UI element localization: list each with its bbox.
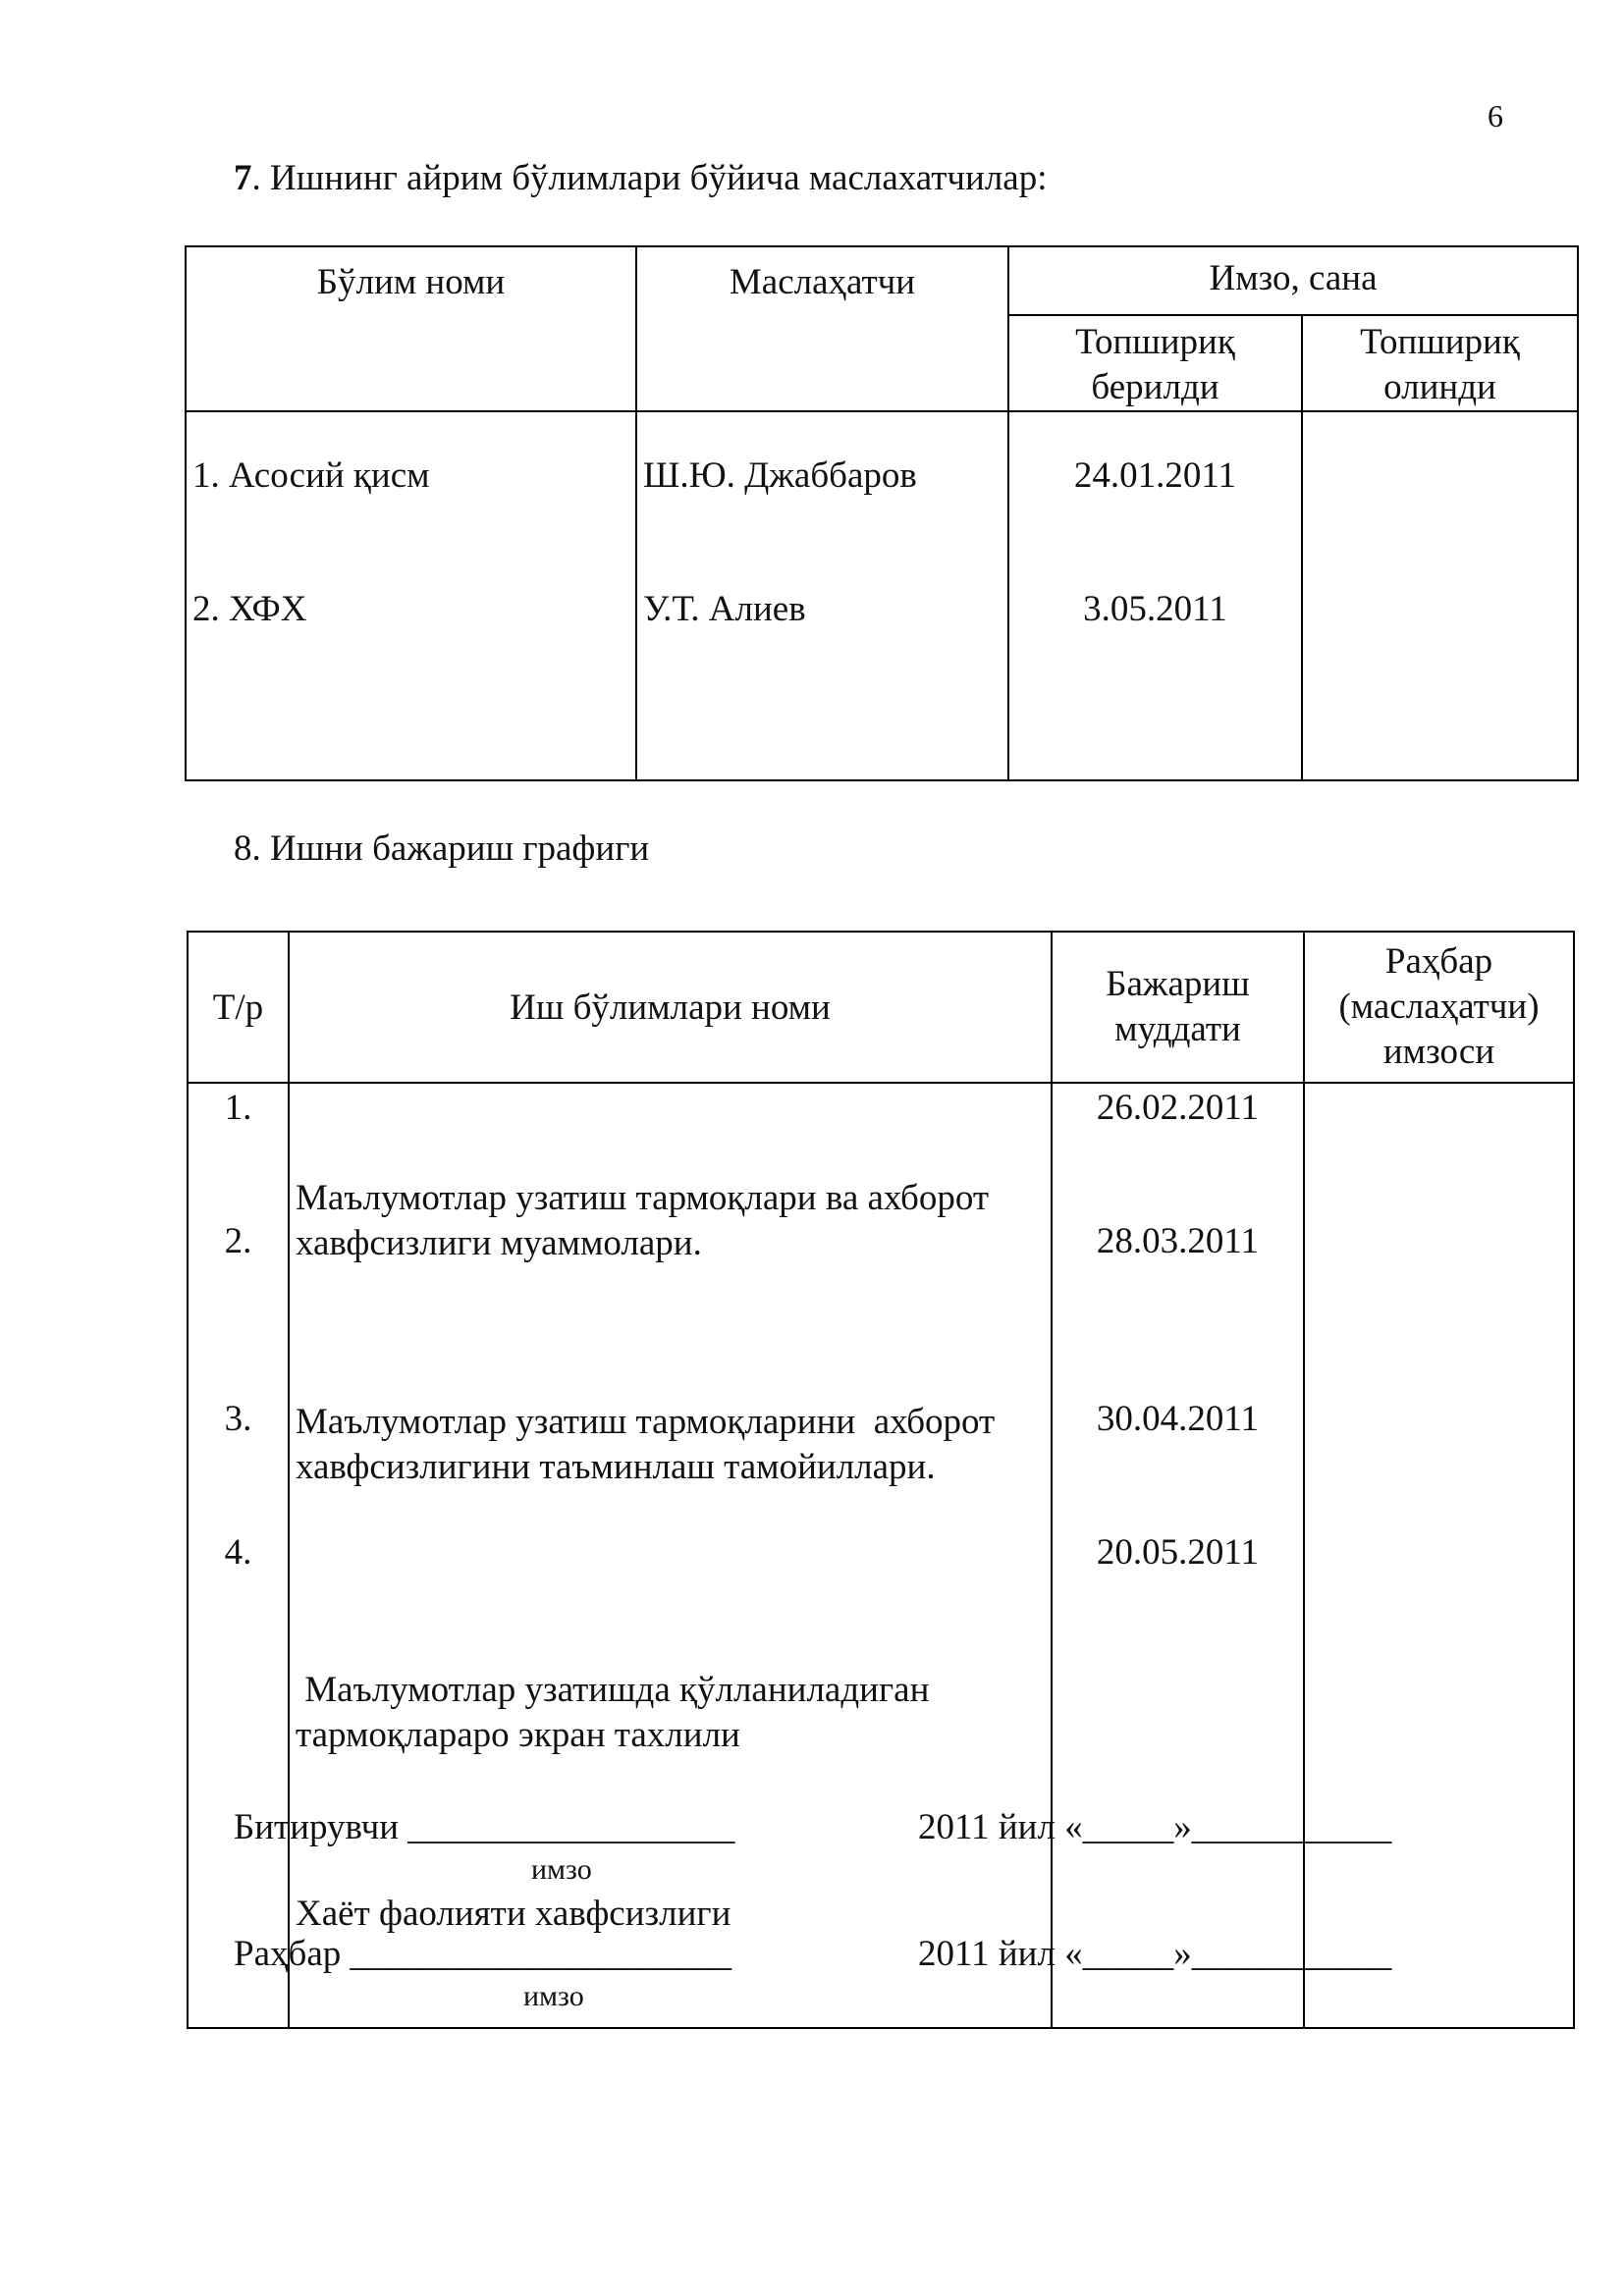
header-section-name: Бўлим номи xyxy=(186,246,636,411)
received-dates-cell xyxy=(1302,411,1578,780)
section7-number: 7 xyxy=(234,158,252,198)
header-consultant: Маслаҳатчи xyxy=(636,246,1008,411)
header-signature-date: Имзо, сана xyxy=(1008,246,1578,315)
list-item: Маълумотлар узатиш тармоқларини ахборот хавфсизлигини таъминлаш тамойиллари. xyxy=(296,1402,996,1487)
consultants-table xyxy=(185,245,1579,781)
table-row: 1. Асосий қисм xyxy=(192,455,430,496)
supervisor-signature-line: Раҳбар _____________________ xyxy=(234,1934,731,1974)
page-number: 6 xyxy=(1488,98,1503,133)
supervisor-signature-label: имзо xyxy=(523,1980,584,2012)
list-item: Маълумотлар узатишда қўлланиладиган тармоқлараро экран тахлили xyxy=(296,1670,930,1755)
consultants-cell: Ш.Ю. Джаббаров У.Т. Алиев xyxy=(636,411,1008,780)
header-task-received: Топшириқ олинди xyxy=(1302,315,1578,411)
header-task-given: Топшириқ берилди xyxy=(1008,315,1302,411)
deadlines-cell: 26.02.2011 28.03.2011 30.04.2011 20.05.2011 xyxy=(1052,1083,1304,2028)
header-number: Т/р xyxy=(188,932,289,1083)
list-item: Хаёт фаолияти хавфсизлиги xyxy=(296,1894,731,1934)
section8-heading: 8. Ишни бажариш графиги xyxy=(234,828,650,869)
header-work-name: Иш бўлимлари номи xyxy=(289,932,1052,1083)
supervisor-date-line: 2011 йил «_____»___________ xyxy=(918,1934,1392,1974)
table-row: 2. ХФХ xyxy=(192,589,307,629)
sections-cell xyxy=(186,411,636,780)
header-deadline: Бажариш муддати xyxy=(1052,932,1304,1083)
graduate-date-line: 2011 йил «_____»___________ xyxy=(918,1807,1392,1847)
schedule-table xyxy=(187,931,1575,2029)
graduate-signature-line: Битирувчи __________________ xyxy=(234,1807,735,1847)
signatures-cell xyxy=(1304,1083,1574,2028)
numbers-cell: 1. 2. 3. 4. xyxy=(188,1083,289,2028)
header-supervisor-signature: Раҳбар (маслаҳатчи) имзоси xyxy=(1304,932,1574,1083)
section7-title: . Ишнинг айрим бўлимлари бўйича маслахатчилар: xyxy=(251,158,1048,198)
graduate-signature-label: имзо xyxy=(531,1853,592,1886)
list-item: Маълумотлар узатиш тармоқлари ва ахборот хавфсизлиги муаммолари. xyxy=(296,1178,990,1263)
given-dates-cell: 24.01.2011 3.05.2011 xyxy=(1008,411,1302,780)
work-names-cell xyxy=(289,1083,1052,2028)
section7-heading xyxy=(234,157,1048,199)
